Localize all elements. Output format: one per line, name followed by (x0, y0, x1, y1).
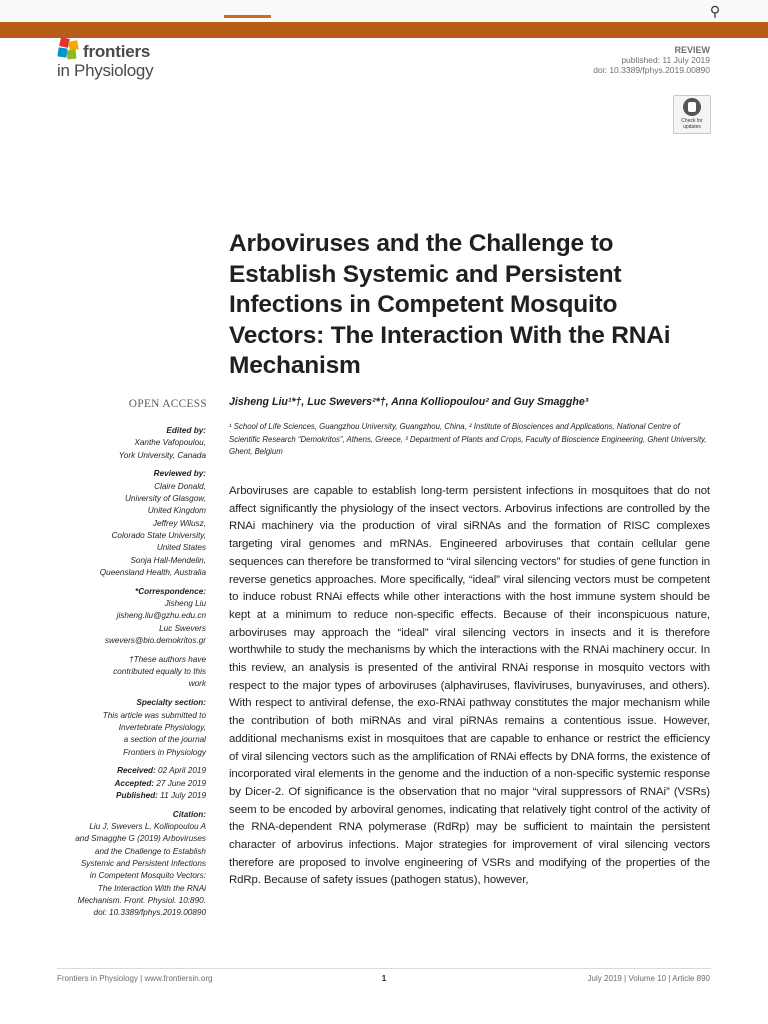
doi-link[interactable]: doi: 10.3389/fphys.2019.00890 (593, 65, 710, 75)
published-date-sidebar: Published: 11 July 2019 (116, 790, 206, 800)
received-date: Received: 02 April 2019 (117, 766, 206, 776)
citation-line: and Smagghe G (2019) Arboviruses (75, 834, 206, 844)
journal-brand-name: frontiers (83, 42, 151, 61)
footer-issue-info: July 2019 | Volume 10 | Article 890 (587, 974, 710, 983)
reviewer-line: Colorado State University, (111, 530, 206, 540)
correspondence-heading: *Correspondence: (135, 586, 206, 596)
author-list[interactable]: Jisheng Liu¹*†, Luc Swevers²*†, Anna Kolliopoulou² and Guy Smagghe³ (229, 396, 589, 408)
citation-doi[interactable]: doi: 10.3389/fphys.2019.00890 (93, 908, 206, 918)
check-for-updates-label: Check for updates (681, 118, 703, 130)
citation-line: Systemic and Persistent Infections (80, 859, 206, 869)
reviewer-line: Queensland Health, Australia (99, 567, 206, 577)
reviewer-line: Sonja Hall-Mendelin, (130, 555, 206, 565)
abstract-text: Arboviruses are capable to establish long-term persistent infections in mosquitoes that do not affect significantly the physiology of the insect vectors. Arbovirus infections are controlled by the RNAi machinery via the production of viral siRNAs and the formation of RISC complexes targeting viral genomes and mRNAs. Engineered arboviruses that contain cellular gene sequences can therefore be transformed to “viral silencing vectors” for studies of gene function in reverse genetics approaches. More specifically, “ideal” viral silencing vectors must be competent to induce robust RNAi effects while other interactions with the host immune system should be kept at a minimum to reduce non-specific effects. Because of their inconspicuous nature, arboviruses may approach the “ideal” viral silencing vectors in insects and it is therefore worthwhile to study the mechanisms by which the interactions with the RNAi machinery occur. In this review, an analysis is presented of the antiviral RNAi response in mosquito vectors with respect to the major types of arboviruses (alphaviruses, flaviviruses, bunyaviruses, and others). With respect to antiviral defense, the exo-RNAi pathway constitutes the major mechanism while the contribution of both miRNAs and viral piRNAs remains a contentious issue. However, additional mechanisms exist in mosquitoes that are capable to enhance or restrict the efficiency of viral silencing vectors such as the amplification of RNAi effects by DNA forms, the existence of incorporated viral elements in the genome and the induction of a non-specific systemic response by Dicer-2. Of significance is the observation that no major “viral suppressors of RNAi” (VSRs) seem to be encoded by arboviral genomes, indicating that relatively tight control of the activity of the RNA-dependent RNA polymerase (RdRp) may be sufficient to maintain the persistent character of arbovirus infections. Major strategies for improvement of viral silencing vectors therefore are proposed to involve engineering of VSRs and modifying of the properties of the RdRp. Because of safety issues (pathogen status), however, (229, 485, 710, 887)
reviewer-line: Jeffrey Wilusz, (152, 518, 206, 528)
correspondent-name: Luc Swevers (159, 623, 206, 633)
citation-line: The Interaction With the RNAi (97, 883, 206, 893)
reviewer-line: United States (156, 543, 206, 553)
citation-line: in Competent Mosquito Vectors: (89, 871, 206, 881)
open-access-label: OPEN ACCESS (128, 398, 207, 410)
specialty-heading: Specialty section: (136, 698, 206, 708)
specialty-line: Frontiers in Physiology (123, 747, 206, 757)
equal-contribution-note: †These authors have contributed equally to this work (113, 654, 206, 689)
affiliations: ¹ School of Life Sciences, Guangzhou University, Guangzhou, China, ² Institute of Biosciences and Applications, National Centre of Scientific Research “Demokritos”, Athens, Greece, ³ Department of Plants and Crops, Faculty of Bioscience Engineering, Ghent University, Ghent, Belgium (229, 422, 707, 456)
page-number: 1 (381, 974, 387, 983)
editor-line: York University, Canada (118, 450, 206, 460)
citation-line: Mechanism. Front. Physiol. 10:890. (77, 895, 206, 905)
reviewer-line: United Kingdom (147, 506, 206, 516)
journal-subname: in Physiology (57, 61, 154, 80)
article-header-meta (593, 45, 710, 75)
footer-divider (57, 968, 711, 969)
bookmark-icon (683, 98, 701, 116)
article-info-sidebar (56, 425, 206, 920)
citation-line: and the Challenge to Establish (94, 846, 206, 856)
reviewer-line: Claire Donald, (154, 481, 206, 491)
toolbar-progress-accent (224, 15, 271, 18)
reviewed-by-heading: Reviewed by: (153, 469, 206, 479)
article-title: Arboviruses and the Challenge to Establish Systemic and Persistent Infections in Competent Mosquito Vectors: The Interaction With the RNAi Mechanism (229, 230, 671, 379)
correspondent-email[interactable]: swevers@bio.demokritos.gr (104, 635, 206, 645)
footer-journal-link[interactable]: Frontiers in Physiology | www.frontiersin.org (57, 974, 213, 983)
accepted-date: Accepted: 27 June 2019 (114, 778, 206, 788)
specialty-line: This article was submitted to (102, 710, 206, 720)
editor-line: Xanthe Vafopoulou, (134, 438, 206, 448)
correspondent-email[interactable]: jisheng.liu@gzhu.edu.cn (116, 611, 206, 621)
correspondent-name: Jisheng Liu (164, 599, 206, 609)
citation-line: Liu J, Swevers L, Kolliopoulou A (89, 822, 206, 832)
specialty-line: a section of the journal (123, 735, 206, 745)
edited-by-heading: Edited by: (166, 426, 206, 435)
check-for-updates-button[interactable] (673, 95, 711, 134)
reviewer-line: University of Glasgow, (125, 494, 206, 504)
citation-heading: Citation: (172, 809, 206, 819)
article-type: REVIEW (674, 45, 710, 55)
journal-logo[interactable] (57, 36, 207, 82)
toolbar-menu-icon[interactable]: ⚲ (709, 3, 721, 19)
top-toolbar (0, 0, 768, 22)
published-date: published: 11 July 2019 (621, 55, 710, 65)
specialty-line: Invertebrate Physiology, (118, 722, 206, 732)
